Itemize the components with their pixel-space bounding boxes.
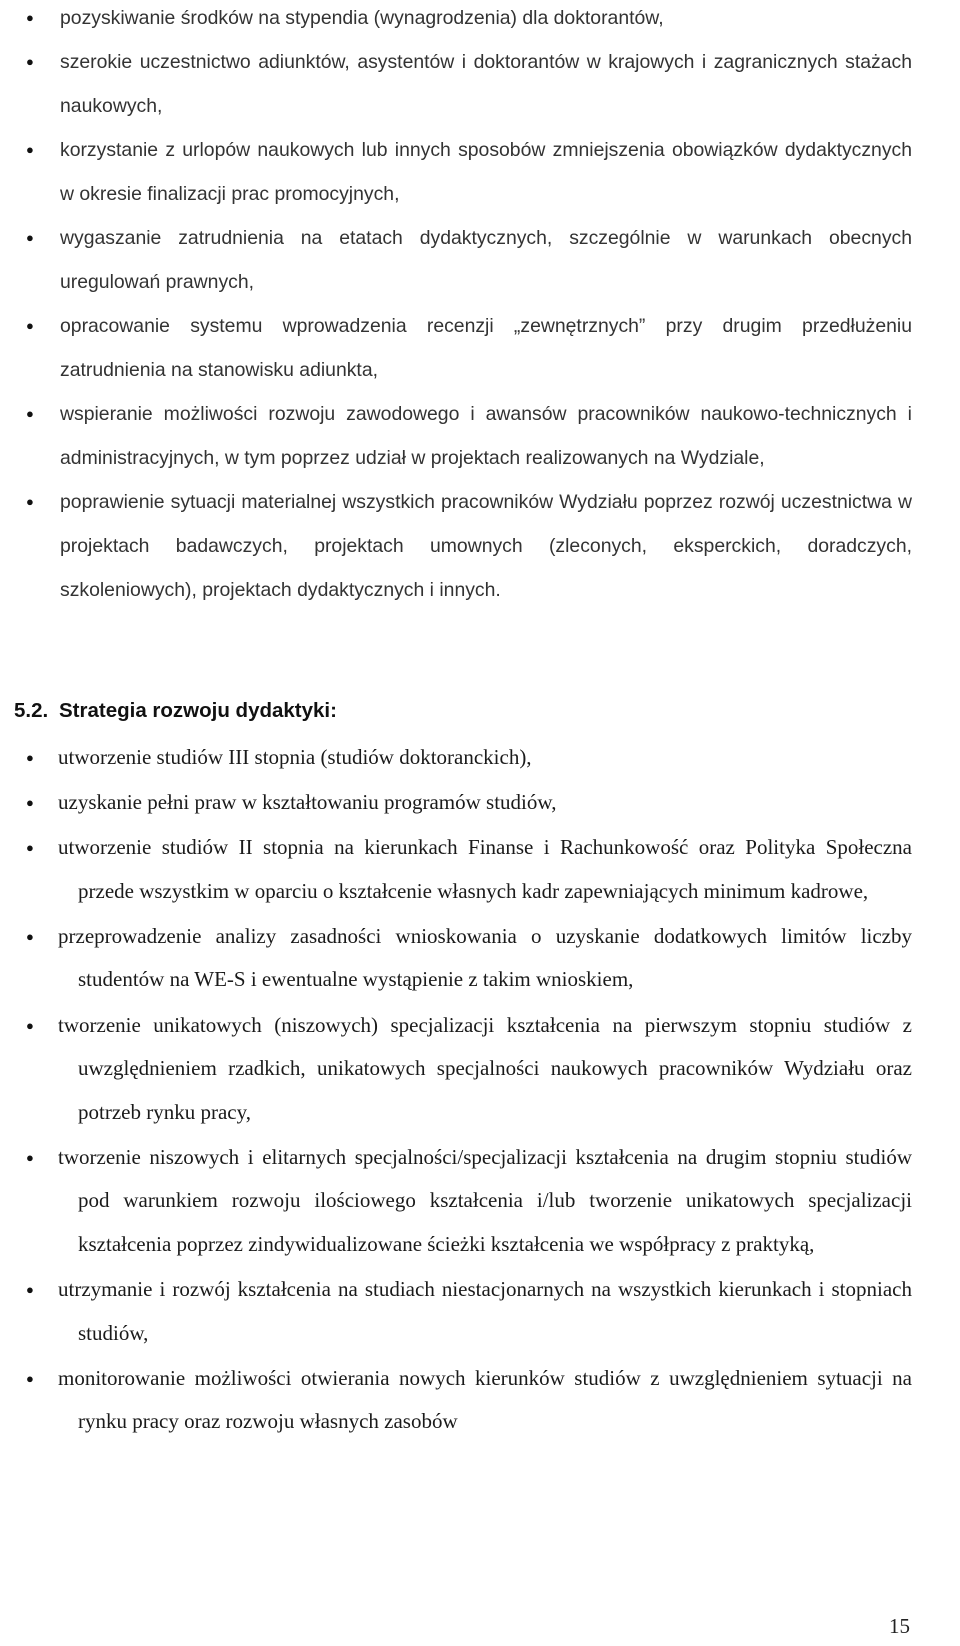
page-number: 15: [889, 1614, 910, 1638]
bullet-icon: ●: [26, 1017, 34, 1033]
list-item: ● korzystanie z urlopów naukowych lub innych sposobów zmniejszenia obowiązków dydaktycznych w okresie finalizacji prac promocyjnych,: [60, 128, 912, 216]
bullet-icon: ●: [26, 750, 34, 765]
list-item: ● utworzenie studiów III stopnia (studiów doktoranckich),: [78, 736, 912, 780]
bullet-icon: ●: [26, 10, 34, 25]
bullet-icon: ●: [26, 1282, 34, 1298]
bullet-icon: ●: [26, 1370, 34, 1386]
bullet-icon: ●: [26, 142, 34, 157]
bullet-icon: ●: [26, 406, 34, 421]
research-strategy-list: [26, 0, 912, 612]
bullet-icon: ●: [26, 795, 34, 811]
list-item: ● poprawienie sytuacji materialnej wszystkich pracowników Wydziału poprzez rozwój uczestnictwa w projektach badawczych, projektach umownych (zleconych, eksperckich, doradczych, szkoleniowych), projektach dydaktycznych i innych.: [60, 480, 912, 612]
didactics-strategy-list: [26, 736, 912, 1446]
list-item: ● monitorowanie możliwości otwierania nowych kierunków studiów z uwzględnieniem sytuacji na rynku pracy oraz rozwoju własnych zasobów: [78, 1357, 912, 1444]
bullet-icon: ●: [26, 840, 34, 856]
bullet-icon: ●: [26, 494, 34, 509]
section-title: Strategia rozwoju dydaktyki:: [59, 699, 337, 722]
list-item: ● utworzenie studiów II stopnia na kierunkach Finanse i Rachunkowość oraz Polityka Społeczna przede wszystkim w oparciu o kształcenie własnych kadr zapewniających minimum kadrowe,: [78, 826, 912, 913]
list-item: ● szerokie uczestnictwo adiunktów, asystentów i doktorantów w krajowych i zagranicznych stażach naukowych,: [60, 40, 912, 128]
bullet-icon: ●: [26, 230, 34, 245]
list-item: ● przeprowadzenie analizy zasadności wnioskowania o uzyskanie dodatkowych limitów liczby studentów na WE-S i ewentualne wystąpienie z takim wnioskiem,: [78, 915, 912, 1002]
list-item: ● tworzenie niszowych i elitarnych specjalności/specjalizacji kształcenia na drugim stopniu studiów pod warunkiem rozwoju ilościowego kształcenia i/lub tworzenie unikatowych specjalizacji kształcenia poprzez zindywidualizowane ścieżki kształcenia we współpracy z praktyką,: [78, 1136, 912, 1267]
bullet-icon: ●: [26, 928, 34, 944]
list-item: ● pozyskiwanie środków na stypendia (wynagrodzenia) dla doktorantów,: [60, 0, 912, 40]
list-item: ● wspieranie możliwości rozwoju zawodowego i awansów pracowników naukowo-technicznych i administracyjnych, w tym poprzez udział w projektach realizowanych na Wydziale,: [60, 392, 912, 480]
section-number: 5.2.: [14, 699, 49, 722]
list-item: ● tworzenie unikatowych (niszowych) specjalizacji kształcenia na pierwszym stopniu studiów z uwzględnieniem rzadkich, unikatowych specjalności naukowych pracowników Wydziału oraz potrzeb rynku pracy,: [78, 1004, 912, 1135]
list-item: ● utrzymanie i rozwój kształcenia na studiach niestacjonarnych na wszystkich kierunkach i stopniach studiów,: [78, 1268, 912, 1355]
bullet-icon: ●: [26, 54, 34, 69]
section-heading: [14, 696, 337, 726]
list-item: ● opracowanie systemu wprowadzenia recenzji „zewnętrznych” przy drugim przedłużeniu zatrudnienia na stanowisku adiunkta,: [60, 304, 912, 392]
list-item: ● wygaszanie zatrudnienia na etatach dydaktycznych, szczególnie w warunkach obecnych uregulowań prawnych,: [60, 216, 912, 304]
list-item: ● uzyskanie pełni praw w kształtowaniu programów studiów,: [78, 781, 912, 825]
bullet-icon: ●: [26, 1149, 34, 1165]
bullet-icon: ●: [26, 318, 34, 333]
